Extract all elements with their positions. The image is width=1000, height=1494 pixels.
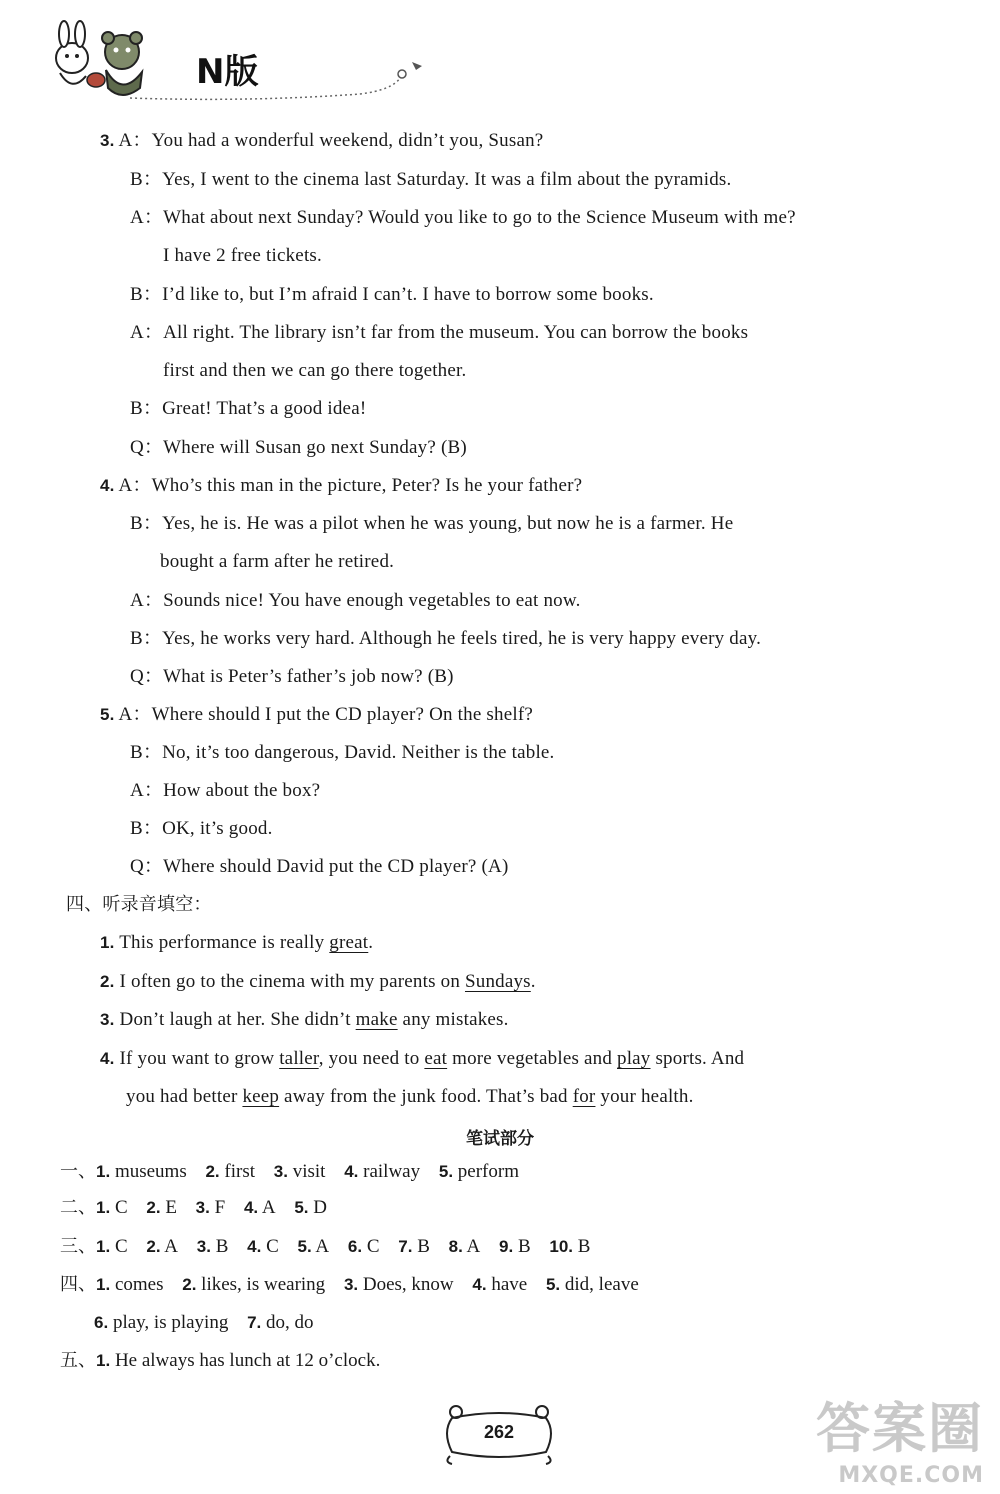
answer-text: B (577, 1236, 591, 1257)
dotted-flourish-icon (130, 58, 450, 106)
answer-number: 2. (146, 1237, 161, 1256)
dialog-number: 4. (100, 476, 115, 495)
dialog-3-line-1 (100, 128, 543, 154)
answer-number: 1. (96, 1162, 111, 1181)
answer-text: first (224, 1161, 256, 1182)
answer-text: E (165, 1197, 177, 1218)
speaker: Q： (130, 856, 164, 877)
answer-number: 9. (499, 1237, 514, 1256)
answer-text: railway (363, 1161, 421, 1182)
answer-text: F (214, 1197, 226, 1218)
filled-blank: for (572, 1086, 596, 1107)
fill-section-heading: 四、听录音填空： (66, 894, 212, 915)
answer-text: B (215, 1236, 229, 1257)
dialog-text: Where should I put the CD player? On the shelf? (151, 704, 533, 725)
item-text: your health. (595, 1086, 694, 1107)
item-text: This performance is really (119, 932, 330, 953)
dialog-text: All right. The library isn’t far from the museum. You can borrow the books (163, 322, 749, 343)
answer-number: 7. (247, 1313, 262, 1332)
answer-number: 3. (343, 1275, 359, 1294)
answer-text: A (315, 1236, 330, 1257)
dialog-4-line-3 (160, 549, 394, 575)
item-text: I often go to the cinema with my parents on (119, 971, 465, 992)
answer-number: 4. (344, 1162, 359, 1181)
written-part-3 (60, 1234, 590, 1260)
filled-blank: keep (242, 1086, 280, 1107)
dialog-3-line-4 (163, 243, 322, 269)
fill-item-2 (100, 969, 536, 995)
answer-number: 1. (96, 1237, 111, 1256)
page-header (0, 0, 1000, 110)
item-text: any mistakes. (397, 1009, 509, 1030)
item-number: 3. (100, 1010, 115, 1029)
answer-number: 4. (247, 1237, 262, 1256)
answer-number: 5. (294, 1198, 309, 1217)
dialog-text: I’d like to, but I’m afraid I can’t. I have to borrow some books. (162, 284, 654, 305)
answer-text: likes, is wearing (201, 1274, 326, 1295)
answer-number: 6. (347, 1237, 363, 1256)
answer-number: 5. (438, 1162, 454, 1181)
answer-number: 1. (96, 1275, 111, 1294)
part-label: 三、 (60, 1236, 96, 1257)
part-label: 二、 (60, 1197, 96, 1218)
watermark-logo-text: 答案圈 (816, 1397, 984, 1460)
answer-text: B (417, 1236, 430, 1257)
item-number: 4. (100, 1049, 115, 1068)
speaker: A： (130, 590, 164, 611)
answer-text: Does, know (362, 1274, 454, 1295)
written-section-title: 笔试部分 (466, 1129, 534, 1149)
filled-blank: Sundays (464, 971, 531, 992)
answer-number: 2. (146, 1198, 161, 1217)
dialog-3-line-6 (130, 320, 748, 346)
answer-number: 1. (96, 1198, 111, 1217)
dialog-text: Yes, I went to the cinema last Saturday. It was a film about the pyramids. (162, 169, 732, 190)
dialog-3-line-8 (130, 396, 366, 422)
speaker: Q： (130, 666, 164, 687)
answer-text: do, do (266, 1312, 314, 1333)
answer-text: A (261, 1197, 276, 1218)
speaker: B： (130, 513, 163, 534)
speaker: Q： (130, 437, 164, 458)
answer-text: visit (292, 1161, 326, 1182)
answer-text: museums (114, 1161, 187, 1182)
part-label: 四、 (60, 1274, 96, 1295)
dialog-text: Sounds nice! You have enough vegetables to eat now. (163, 590, 581, 611)
dialog-text: No, it’s too dangerous, David. Neither is the table. (162, 742, 555, 763)
speaker: B： (130, 818, 163, 839)
answer-text: B (517, 1236, 531, 1257)
watermark-url: MXQE.COM (838, 1463, 984, 1488)
answer-number: 3. (196, 1237, 211, 1256)
item-number: 1. (100, 933, 115, 952)
answer-number: 4. (243, 1198, 259, 1217)
written-part-2 (60, 1195, 327, 1221)
fill-item-4-line-1 (100, 1046, 744, 1072)
item-number: 2. (100, 972, 115, 991)
answer-text: C (266, 1236, 279, 1257)
item-text: , you need to (318, 1048, 425, 1069)
item-text: more vegetables and (447, 1048, 617, 1069)
answer-text: D (313, 1197, 327, 1218)
dialog-4-line-1 (100, 473, 582, 499)
written-part-4-continued (94, 1310, 314, 1336)
speaker: B： (130, 628, 163, 649)
dialog-text: I have 2 free tickets. (163, 245, 322, 266)
item-text: . (368, 932, 374, 953)
dialog-text: How about the box? (163, 780, 321, 801)
answer-number: 2. (182, 1275, 197, 1294)
dialog-4-question (130, 664, 454, 690)
answer-text: A (466, 1236, 481, 1257)
fill-item-4-line-2 (126, 1084, 694, 1110)
written-part-5 (60, 1348, 380, 1374)
part-label: 五、 (60, 1350, 96, 1371)
dialog-text: bought a farm after he retired. (160, 551, 395, 572)
dialog-3-line-7 (163, 358, 466, 384)
page-number-badge (434, 1396, 564, 1466)
dialog-5-question (130, 854, 508, 880)
answer-number: 1. (96, 1351, 111, 1370)
written-part-1 (60, 1159, 519, 1185)
speaker: B： (130, 169, 163, 190)
dialog-5-line-4 (130, 816, 273, 842)
answer-text: C (366, 1236, 380, 1257)
dialog-number: 3. (100, 131, 115, 150)
dialog-text: Where should David put the CD player? (A) (163, 856, 509, 877)
watermark (816, 1386, 984, 1488)
answer-text: He always has lunch at 12 o’clock. (114, 1350, 381, 1371)
answer-number: 8. (448, 1237, 463, 1256)
answer-number: 5. (545, 1275, 561, 1294)
item-text: . (530, 971, 536, 992)
answer-text: play, is playing (112, 1312, 229, 1333)
fill-item-3 (100, 1007, 509, 1033)
dialog-text: Who’s this man in the picture, Peter? Is he your father? (151, 475, 583, 496)
speaker: B： (130, 398, 163, 419)
answer-text: perform (457, 1161, 519, 1182)
speaker: A： (118, 704, 152, 725)
answer-text: have (491, 1274, 528, 1295)
speaker: A： (130, 207, 164, 228)
page-number: 262 (483, 1422, 515, 1442)
speaker: B： (130, 742, 163, 763)
speaker: A： (130, 780, 164, 801)
fill-item-1 (100, 930, 373, 956)
item-text: you had better (126, 1086, 243, 1107)
item-text: sports. And (650, 1048, 745, 1069)
dialog-text: Yes, he is. He was a pilot when he was young, but now he is a farmer. He (162, 513, 734, 534)
answer-number: 10. (549, 1237, 574, 1256)
filled-blank: play (617, 1048, 651, 1069)
dialog-text: Where will Susan go next Sunday? (B) (163, 437, 467, 458)
dialog-text: Great! That’s a good idea! (162, 398, 367, 419)
speaker: A： (118, 475, 152, 496)
edition-title: N版 (196, 52, 259, 92)
dialog-text: first and then we can go there together. (163, 360, 467, 381)
answer-number: 7. (398, 1237, 413, 1256)
answer-text: A (164, 1236, 178, 1257)
speaker: B： (130, 284, 163, 305)
filled-blank: taller (279, 1048, 319, 1069)
item-text: away from the junk food. That’s bad (279, 1086, 573, 1107)
answer-text: did, leave (564, 1274, 639, 1295)
dialog-5-line-2 (130, 740, 555, 766)
filled-blank: make (355, 1009, 398, 1030)
answer-number: 2. (205, 1162, 220, 1181)
dialog-5-line-3 (130, 778, 320, 804)
answer-text: C (114, 1236, 128, 1257)
dialog-text: Yes, he works very hard. Although he feels tired, he is very happy every day. (162, 628, 762, 649)
part-label: 一、 (60, 1161, 96, 1182)
answer-number: 4. (472, 1275, 487, 1294)
dialog-text: You had a wonderful weekend, didn’t you, Susan? (151, 130, 544, 151)
filled-blank: eat (424, 1048, 448, 1069)
answer-number: 3. (273, 1162, 288, 1181)
dialog-3-line-5 (130, 282, 654, 308)
dialog-number: 5. (100, 705, 115, 724)
dialog-text: OK, it’s good. (162, 818, 273, 839)
dialog-4-line-2 (130, 511, 733, 537)
item-text: If you want to grow (119, 1048, 280, 1069)
answer-text: comes (114, 1274, 164, 1295)
answer-number: 3. (195, 1198, 210, 1217)
speaker: A： (118, 130, 152, 151)
answer-number: 5. (297, 1237, 312, 1256)
item-text: Don’t laugh at her. She didn’t (119, 1009, 356, 1030)
dialog-5-line-1 (100, 702, 533, 728)
dialog-text: What is Peter’s father’s job now? (B) (163, 666, 454, 687)
dialog-text: What about next Sunday? Would you like to go to the Science Museum with me? (163, 207, 796, 228)
dialog-4-line-4 (130, 588, 581, 614)
answer-text: C (114, 1197, 128, 1218)
dialog-3-line-3 (130, 205, 796, 231)
dialog-3-question (130, 435, 467, 461)
speaker: A： (130, 322, 164, 343)
dialog-3-line-2 (130, 167, 731, 193)
dialog-4-line-5 (130, 626, 761, 652)
written-part-4 (60, 1272, 639, 1298)
filled-blank: great (329, 932, 369, 953)
answer-number: 6. (94, 1313, 109, 1332)
